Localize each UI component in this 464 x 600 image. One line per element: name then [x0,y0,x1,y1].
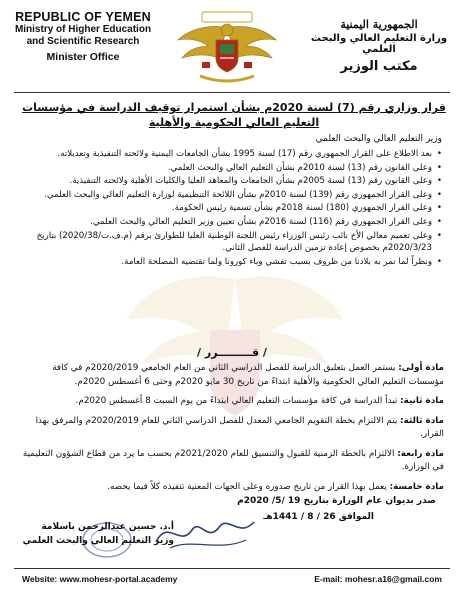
article-label: مادة رابعة: [397,448,444,459]
ministry-name-en-1: Ministry of Higher Education [14,24,152,35]
eagle-emblem-icon [172,6,282,90]
hijri-date-line: الموافق 26 / 8 / 1441هـ [263,512,374,522]
signer-name: أ.د. حسين عبدالرحمن باسلامة [41,522,174,532]
english-letterhead [8,10,158,63]
articles-section [18,362,444,500]
arabic-letterhead [304,18,454,74]
article-text: تبدأ الدراسة في كافة مؤسسات التعليم العالي ابتداءً من يوم السبت 8 أغسطس 2020م. [75,396,398,406]
preamble-item: • وعلى القرار الجمهوري (180) لسنة 2018م بشأن تسمية رئيس الحكومة. [20,202,442,215]
preamble-item: • وعلى القانون رقم (13) لسنة 2010م بشأن التعليم العالي والبحث العلمي. [20,162,442,175]
article-label: مادة أولى: [398,363,444,373]
signer-title: وزير التعليم العالي والبحث العلمي [22,536,174,546]
article-text: يستمر العمل بتعليق الدراسة للفصل الدراسي الثاني من العام الجامعي 2020/2019م في كافة مؤسسات التعليم العالي الحكومية والأهلية ابتداءً من تاريخ 30 مايو 2020م وحتى 6 أغسطس 2020م. [52,363,444,387]
preamble-list [20,148,442,269]
article-text: الالتزام بالخطة الزمنية للقبول والتنسيق للعام 2021/2020م بحسب ما يرد من قطاع الشؤون التعليمية في الوزارة. [22,448,444,472]
footer-divider [14,568,450,569]
country-name-en: REPUBLIC OF YEMEN [15,10,151,24]
decree-title: قرار وزاري رقم (7) لسنة 2020م بشأن استمرار توقيف الدراسة في مؤسسات التعليم العالي الحكومية والأهلية [22,101,446,129]
preamble-item: • وعلى القانون رقم (13) لسنة 2005م بشأن الجامعات والمعاهد العليا والكليات الأهلية ولائحته التنفيذية. [20,175,442,188]
office-name-ar: مكتب الوزير [340,59,418,74]
article-2 [18,395,444,409]
yemen-emblem-logo [172,6,282,90]
decision-heading: / قـــــــــرر / [197,346,267,359]
article-3 [18,415,444,442]
country-name-ar: الجمهورية اليمنية [340,18,418,31]
preamble-item: • وعلى القرار الجمهوري رقم (116) لسنة 2016م بشأن تعيين وزير التعليم العالي والبحث العلمي. [20,216,442,229]
ministry-name-ar: وزارة التعليم العالي والبحث العلمي [310,33,448,55]
ministry-name-en-2: and Scientific Research [26,36,140,47]
header-divider [14,92,450,93]
article-label: مادة ثانية: [400,396,444,406]
article-label: مادة ثالثة: [400,415,444,426]
handwritten-signature-icon [150,508,260,558]
minister-line: وزير التعليم العالي والبحث العلمي [315,134,442,144]
article-5 [18,481,444,495]
issued-date-line: صدر بديوان عام الوزارة بتاريخ 19 /5/ 2020م [237,496,436,506]
office-name-en: Minister Office [46,51,120,63]
article-4 [18,448,444,475]
footer-email: E-mail: mohesr.a16@gmail.com [314,574,442,584]
article-label: مادة خامسة: [389,481,444,492]
preamble-item: • ونظراً لما تمر به بلادنا من ظروف بسبب تفشي وباء كورونا ولما تقتضيه المصلحة العامة. [20,256,442,269]
preamble-item: • وعلى القرار الجمهوري رقم (139) لسنة 2010م بشأن اللائحة التنظيمية لوزارة التعليم العالي والبحث العلمي. [20,189,442,202]
article-1 [18,362,444,389]
footer-website: Website: www.mohesr-portal.academy [22,574,178,584]
article-text: يعمل بهذا القرار من تاريخ صدوره وعلى الجهات المعنية تنفيذه كلاً فيما يخصه. [107,481,387,492]
article-text: يتم الالتزام بخطة التقويم الجامعي المعدل للفصل الدراسي الثاني للعام 2020/2019م والمرفق بهذا القرار. [35,415,444,439]
preamble-item: • بعد الاطلاع على القرار الجمهوري رقم (17) لسنة 1995 بشأن الجامعات اليمنية ولائحته التنفيذية وتعديلاته. [20,148,442,161]
preamble-item: • وعلى تعميم معالي الأخ نائب رئيس الوزراء رئيس اللجنة الوطنية العليا للطوارئ برقم (م.ف.ت/2020/38) بتاريخ 2020/3/23م بخصوص إعادة تزمين الدراسة للفصل الثاني. [20,230,442,255]
